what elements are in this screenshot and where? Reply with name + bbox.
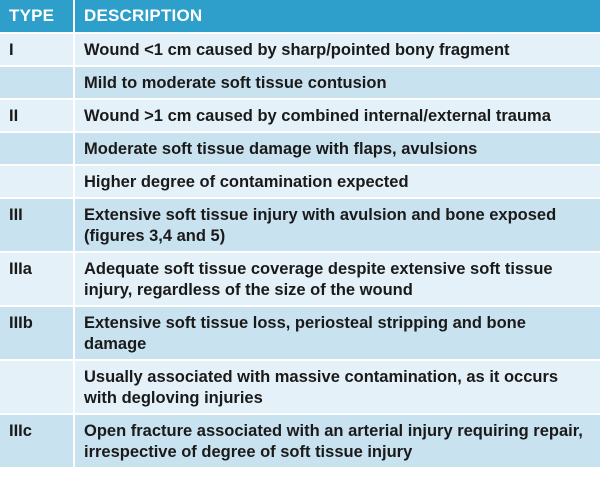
type-cell — [0, 165, 74, 198]
table-row — [0, 132, 600, 165]
type-cell — [0, 360, 74, 414]
description-cell: Open fracture associated with an arterial injury requiring repair, irrespective of degree of soft tissue injury — [74, 414, 600, 467]
description-cell: Extensive soft tissue injury with avulsion and bone exposed (figures 3,4 and 5) — [74, 198, 600, 252]
description-cell: Mild to moderate soft tissue contusion — [74, 66, 600, 99]
description-cell: Moderate soft tissue damage with flaps, avulsions — [74, 132, 600, 165]
table-row — [0, 33, 600, 66]
description-cell: Wound >1 cm caused by combined internal/external trauma — [74, 99, 600, 132]
type-cell: IIIc — [0, 414, 74, 467]
table-row — [0, 66, 600, 99]
description-cell: Adequate soft tissue coverage despite extensive soft tissue injury, regardless of the size of the wound — [74, 252, 600, 306]
type-cell: III — [0, 198, 74, 252]
description-cell: Extensive soft tissue loss, periosteal stripping and bone damage — [74, 306, 600, 360]
table-row — [0, 306, 600, 360]
table-header — [0, 0, 600, 33]
type-cell: II — [0, 99, 74, 132]
header-type: TYPE — [0, 0, 74, 33]
header-row — [0, 0, 600, 33]
header-description: DESCRIPTION — [74, 0, 600, 33]
type-cell — [0, 66, 74, 99]
table-row — [0, 360, 600, 414]
description-cell: Usually associated with massive contamination, as it occurs with degloving injuries — [74, 360, 600, 414]
description-cell: Wound <1 cm caused by sharp/pointed bony fragment — [74, 33, 600, 66]
table-row — [0, 198, 600, 252]
table-row — [0, 165, 600, 198]
table-row — [0, 99, 600, 132]
type-cell: IIIb — [0, 306, 74, 360]
table-body — [0, 33, 600, 467]
type-cell: I — [0, 33, 74, 66]
table-row — [0, 252, 600, 306]
description-cell: Higher degree of contamination expected — [74, 165, 600, 198]
type-cell — [0, 132, 74, 165]
type-cell: IIIa — [0, 252, 74, 306]
table-row — [0, 414, 600, 467]
